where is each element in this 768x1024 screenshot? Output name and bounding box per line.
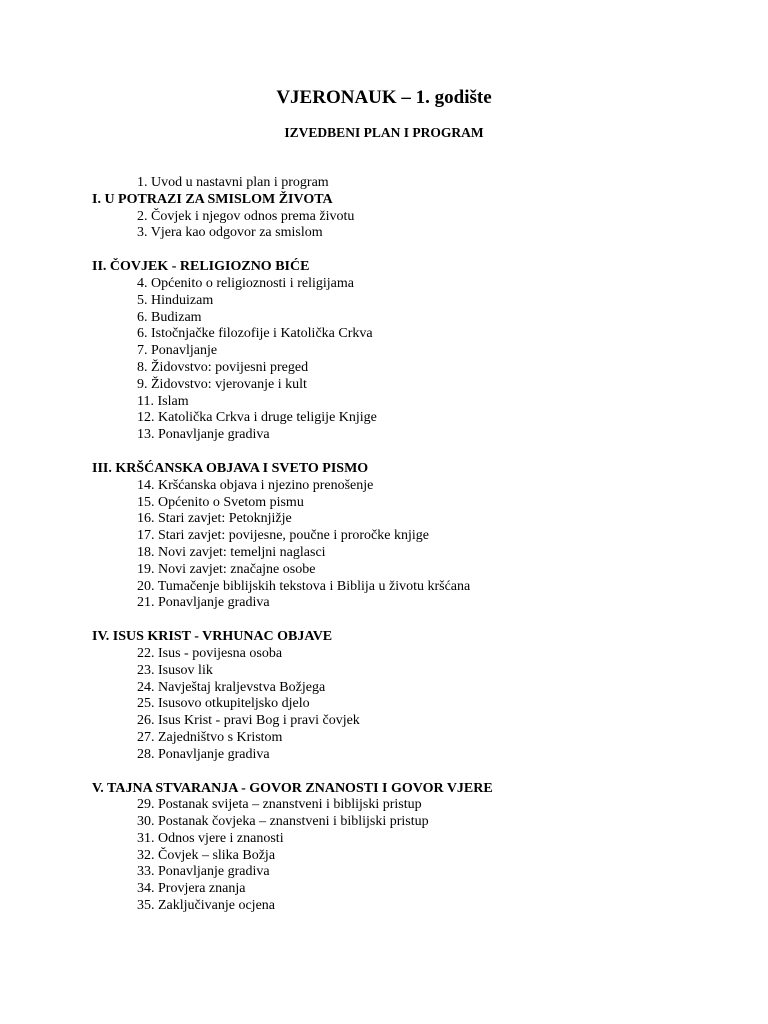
lesson-item: 7. Ponavljanje [137, 343, 218, 359]
lesson-item: 13. Ponavljanje gradiva [137, 427, 270, 443]
lesson-item: 23. Isusov lik [137, 662, 213, 678]
lesson-item: 29. Postanak svijeta – znanstveni i biblijski pristup [137, 797, 422, 813]
lesson-item: 27. Zajedništvo s Kristom [137, 729, 283, 745]
lesson-item: 4. Općenito o religioznosti i religijama [137, 275, 354, 291]
lesson-item: 26. Isus Krist - pravi Bog i pravi čovjek [137, 713, 360, 729]
lesson-item: 32. Čovjek – slika Božja [137, 847, 276, 863]
curriculum-section [92, 192, 712, 242]
section-heading: IV. ISUS KRIST - VRHUNAC OBJAVE [92, 629, 333, 645]
lesson-item: 2. Čovjek i njegov odnos prema životu [137, 208, 355, 224]
lesson-item: 6. Istočnjačke filozofije i Katolička Crkva [137, 326, 373, 342]
lesson-item: 24. Navještaj kraljevstva Božjega [137, 679, 326, 695]
curriculum-list [92, 175, 712, 915]
lesson-item: 17. Stari zavjet: povijesne, poučne i proročke knjige [137, 528, 429, 544]
lesson-item: 21. Ponavljanje gradiva [137, 595, 270, 611]
lesson-item: 12. Katolička Crkva i druge teligije Knjige [137, 410, 377, 426]
lesson-item: 9. Židovstvo: vjerovanje i kult [137, 376, 307, 392]
curriculum-section [92, 259, 712, 444]
lesson-item: 34. Provjera znanja [137, 881, 246, 897]
curriculum-section [92, 629, 712, 763]
lesson-item: 30. Postanak čovjeka – znanstveni i biblijski pristup [137, 814, 429, 830]
lesson-item: 15. Općenito o Svetom pismu [137, 494, 304, 510]
lesson-item: 20. Tumačenje biblijskih tekstova i Biblija u životu kršćana [137, 578, 471, 594]
lesson-item: 25. Isusovo otkupiteljsko djelo [137, 696, 310, 712]
lesson-item: 11. Islam [137, 393, 189, 409]
document-title: VJERONAUK – 1. godište [276, 87, 492, 108]
lesson-item: 8. Židovstvo: povijesni preged [137, 359, 309, 375]
lesson-item: 31. Odnos vjere i znanosti [137, 830, 284, 846]
section-spacer [92, 764, 712, 781]
lesson-item: 35. Zaključivanje ocjena [137, 898, 275, 914]
lesson-item: 3. Vjera kao odgovor za smislom [137, 225, 323, 241]
curriculum-section [92, 461, 712, 612]
intro-lesson-item: 1. Uvod u nastavni plan i program [137, 175, 329, 190]
lesson-item: 5. Hinduizam [137, 292, 214, 308]
lesson-item: 22. Isus - povijesna osoba [137, 645, 283, 661]
sections-container [92, 192, 712, 915]
section-spacer [92, 242, 712, 259]
document-subtitle: IZVEDBENI PLAN I PROGRAM [284, 125, 484, 140]
section-heading: I. U POTRAZI ZA SMISLOM ŽIVOTA [92, 191, 333, 207]
lesson-item: 19. Novi zavjet: značajne osobe [137, 561, 316, 577]
lesson-item: 33. Ponavljanje gradiva [137, 864, 270, 880]
section-spacer [92, 612, 712, 629]
curriculum-section [92, 781, 712, 915]
section-heading: V. TAJNA STVARANJA - GOVOR ZNANOSTI I GOVOR VJERE [92, 780, 493, 796]
lesson-item: 16. Stari zavjet: Petoknjižje [137, 511, 292, 527]
lesson-item: 14. Kršćanska objava i njezino prenošenje [137, 477, 374, 493]
lesson-item: 6. Budizam [137, 309, 202, 325]
section-spacer [92, 444, 712, 461]
lesson-item: 28. Ponavljanje gradiva [137, 746, 270, 762]
lesson-item: 18. Novi zavjet: temeljni naglasci [137, 544, 326, 560]
section-heading: III. KRŠĆANSKA OBJAVA I SVETO PISMO [92, 460, 369, 476]
section-heading: II. ČOVJEK - RELIGIOZNO BIĆE [92, 259, 310, 275]
